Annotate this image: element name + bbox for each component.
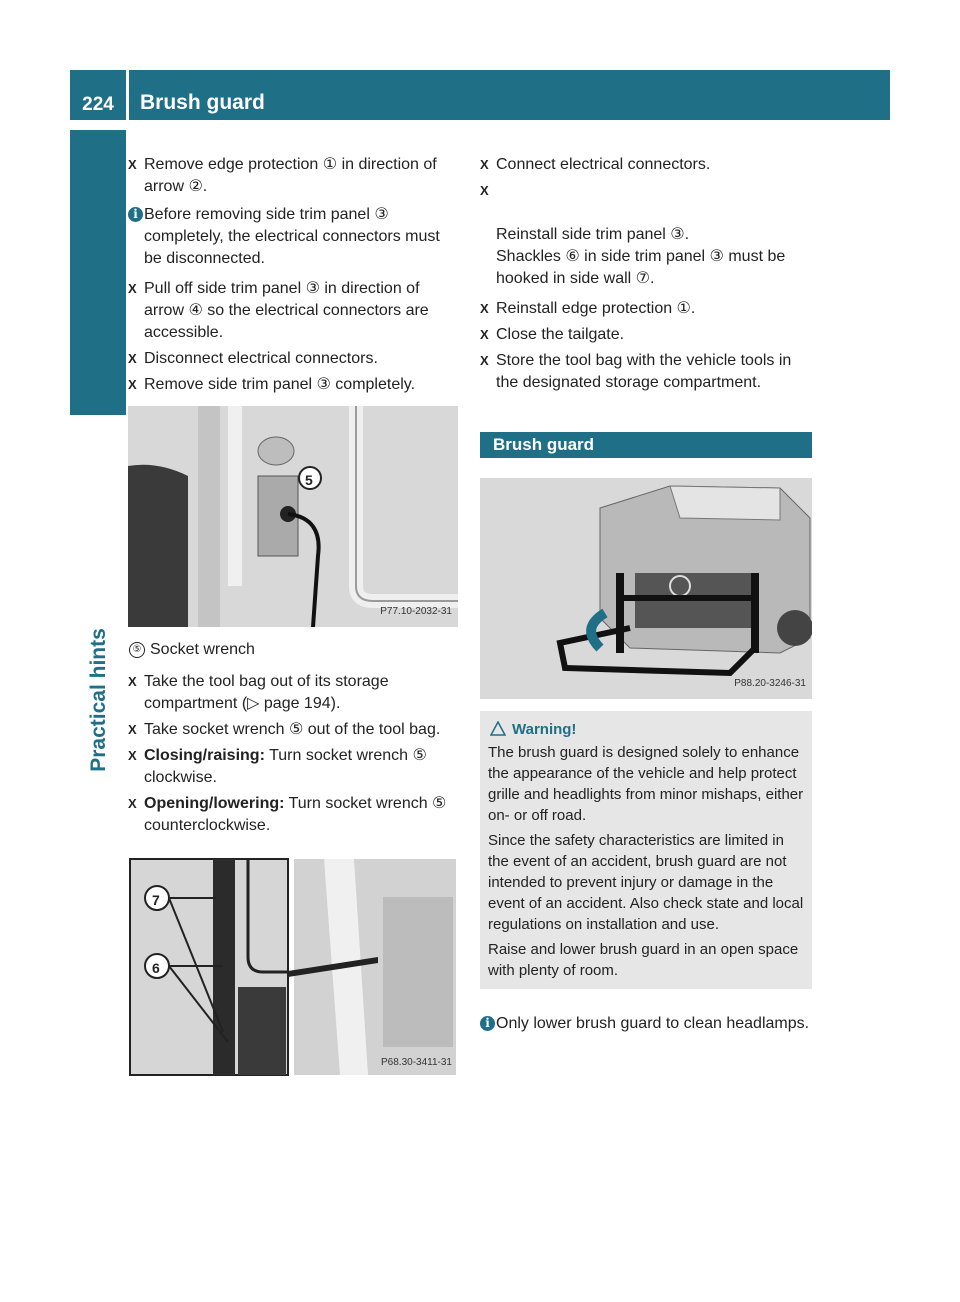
- arrow-marker-icon: X: [128, 377, 137, 392]
- arrow-marker-icon: X: [128, 281, 137, 296]
- step-item: X Opening/lowering: Turn socket wrench ⑤ counterclockwise.: [128, 795, 447, 834]
- warning-paragraph: Since the safety characteristics are limited in the event of an accident, brush guard are not intended to prevent injury or damage in the event of an accident. Also check state and local regulations on installation and use.: [488, 832, 804, 933]
- right-column: [480, 154, 812, 1043]
- step-item: X Reinstall edge protection ①.: [480, 298, 812, 320]
- figure-code: P77.10-2032-31: [380, 606, 452, 617]
- page-number: 224: [82, 94, 114, 115]
- figure-code: P68.30-3411-31: [381, 1057, 452, 1068]
- arrow-marker-icon: X: [128, 748, 137, 763]
- figure-side-trim: [128, 857, 458, 1078]
- figure-illustration: [480, 478, 812, 699]
- step-item: X Connect electrical connectors.: [480, 154, 812, 176]
- step-item: X Take socket wrench ⑤ out of the tool bag.: [128, 719, 458, 741]
- arrow-marker-icon: X: [480, 183, 489, 198]
- callout-5: 5: [305, 472, 313, 488]
- arrow-marker-icon: X: [480, 327, 489, 342]
- info-note: i Before removing side trim panel ③ completely, the electrical connectors must be disconnected.: [128, 204, 458, 270]
- step-item: X Reinstall side trim panel ③. Shackles ⑥ in side trim panel ③ must be hooked in side wall ⑦.: [480, 180, 812, 290]
- arrow-marker-icon: X: [128, 351, 137, 366]
- step-item: X Store the tool bag with the vehicle tools in the designated storage compartment.: [480, 352, 792, 391]
- arrow-marker-icon: X: [480, 353, 489, 368]
- step-item: X Remove edge protection ① in direction of arrow ②.: [128, 156, 437, 195]
- arrow-marker-icon: X: [128, 722, 137, 737]
- warning-paragraph: The brush guard is designed solely to enhance the appearance of the vehicle and help protect grille and headlights from minor mishaps, either on- or off road.: [488, 744, 804, 824]
- info-note: i Only lower brush guard to clean headlamps.: [480, 1013, 812, 1035]
- sidebar-block: [70, 130, 126, 415]
- left-column: [128, 154, 458, 1078]
- warning-paragraph: Raise and lower brush guard in an open space with plenty of room.: [488, 941, 799, 979]
- callout-7: 7: [152, 892, 160, 908]
- arrow-marker-icon: X: [128, 674, 137, 689]
- callout-number: ⑤: [129, 642, 145, 658]
- callout-6: 6: [152, 960, 160, 976]
- figure-illustration: [128, 857, 458, 1078]
- figure-brush-guard: [480, 478, 812, 699]
- header-divider: [126, 70, 129, 120]
- step-item: X Close the tailgate.: [480, 324, 812, 346]
- info-icon: i: [480, 1016, 495, 1031]
- arrow-marker-icon: X: [128, 796, 137, 811]
- step-item: X Remove side trim panel ③ completely.: [128, 374, 458, 396]
- info-icon: i: [128, 207, 143, 222]
- figure-socket-wrench: [128, 406, 458, 627]
- step-item: X Disconnect electrical connectors.: [128, 348, 458, 370]
- step-item: X Pull off side trim panel ③ in direction of arrow ④ so the electrical connectors are accessible.: [128, 280, 429, 341]
- figure-illustration: [128, 406, 458, 627]
- figure-caption: ⑤ Socket wrench: [128, 639, 458, 661]
- page-title: Brush guard: [140, 91, 265, 114]
- step-item: X Closing/raising: Turn socket wrench ⑤ clockwise.: [128, 747, 427, 786]
- step-item: X Take the tool bag out of its storage compartment (▷ page 194).: [128, 673, 389, 712]
- arrow-marker-icon: X: [128, 157, 137, 172]
- sidebar-label: Practical hints: [87, 628, 110, 772]
- arrow-marker-icon: X: [480, 301, 489, 316]
- warning-triangle-icon: [490, 721, 506, 736]
- section-heading: Brush guard: [480, 432, 812, 458]
- warning-box: [480, 711, 812, 989]
- warning-heading: Warning!: [488, 719, 804, 740]
- arrow-marker-icon: X: [480, 157, 489, 172]
- figure-code: P88.20-3246-31: [734, 678, 806, 689]
